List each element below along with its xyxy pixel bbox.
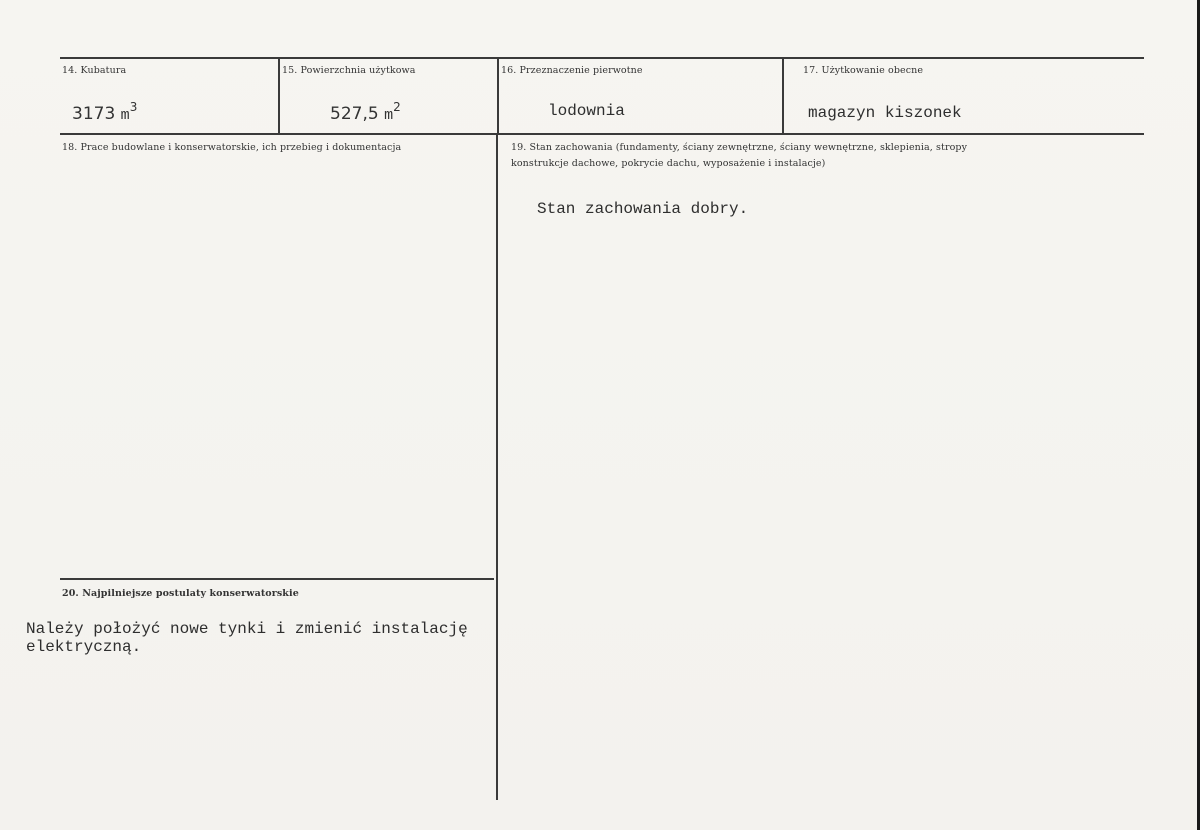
field-16-value: lodownia: [548, 102, 625, 120]
field-20-value: Należy położyć nowe tynki i zmienić instalację elektryczną.: [26, 620, 468, 656]
field-20-label: 20. Najpilniejsze postulaty konserwatorskie: [62, 588, 299, 599]
top-rule: [60, 57, 1144, 59]
divider-16-17: [782, 57, 784, 134]
field-14-value: [72, 100, 137, 124]
field-15-exponent: 2: [393, 100, 401, 114]
divider-main: [496, 133, 498, 800]
row-rule: [60, 133, 1144, 135]
field-17-label: 17. Użytkowanie obecne: [803, 65, 924, 76]
field-15-value: [330, 100, 401, 124]
divider-14-15: [278, 57, 280, 134]
field-15-label: 15. Powierzchnia użytkowa: [282, 65, 416, 76]
field-14-number: 3173: [72, 104, 116, 124]
field-19-value: Stan zachowania dobry.: [537, 200, 749, 218]
field-17-value: magazyn kiszonek: [808, 104, 962, 122]
field-18-label: 18. Prace budowlane i konserwatorskie, ich przebieg i dokumentacja: [62, 142, 402, 153]
field-19-label-line2: konstrukcje dachowe, pokrycie dachu, wyposażenie i instalacje): [511, 158, 826, 169]
field-14-exponent: 3: [129, 100, 138, 114]
field-19-label-line1: 19. Stan zachowania (fundamenty, ściany zewnętrzne, ściany wewnętrzne, sklepienia, stropy: [511, 142, 968, 153]
rule-20: [60, 578, 494, 580]
field-15-unit: m: [384, 107, 394, 124]
field-14-unit: m: [120, 107, 130, 124]
divider-15-16: [497, 57, 499, 134]
field-14-label: 14. Kubatura: [62, 65, 127, 76]
field-15-number: 527,5: [330, 104, 379, 124]
field-16-label: 16. Przeznaczenie pierwotne: [501, 65, 643, 76]
